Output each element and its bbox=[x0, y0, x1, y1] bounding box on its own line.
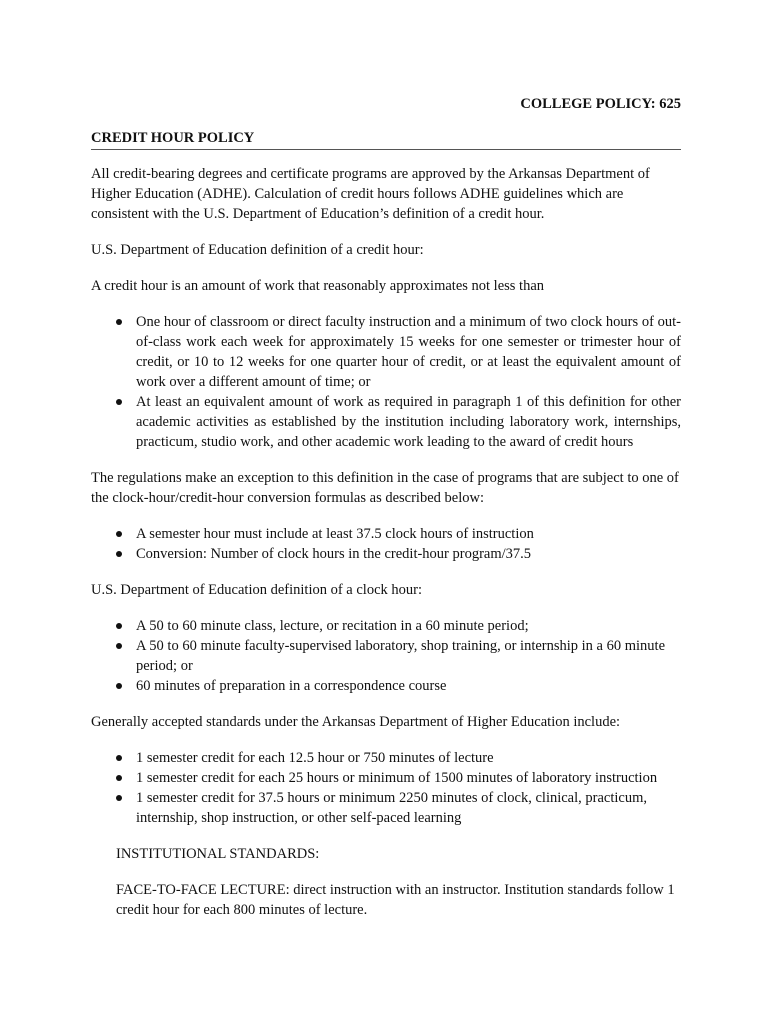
list-item: One hour of classroom or direct faculty instruction and a minimum of two clock hours of out-of-class work each week for approximately 15 weeks for one semester or trimester hour of credit, or 10 to 12 weeks for one quarter hour of credit, or at least the equivalent amount of work over a different amount of time; or bbox=[136, 314, 681, 390]
list-item: 60 minutes of preparation in a correspondence course bbox=[136, 678, 447, 694]
regulations-paragraph: The regulations make an exception to this definition in the case of programs that are subject to one of the clock-hour/credit-hour conversion formulas as described below: bbox=[91, 470, 679, 506]
list-item: A 50 to 60 minute faculty-supervised laboratory, shop training, or internship in a 60 minute period; or bbox=[136, 638, 666, 674]
document-body bbox=[91, 164, 681, 936]
list-item: A 50 to 60 minute class, lecture, or recitation in a 60 minute period; bbox=[136, 618, 529, 634]
policy-number: COLLEGE POLICY: 625 bbox=[520, 96, 681, 112]
credit-hour-list bbox=[91, 312, 681, 452]
credit-hour-heading: U.S. Department of Education definition of a credit hour: bbox=[91, 242, 424, 258]
title-block bbox=[91, 128, 681, 150]
list-item: 1 semester credit for each 12.5 hour or 750 minutes of lecture bbox=[136, 750, 494, 766]
institutional-standards-heading: INSTITUTIONAL STANDARDS: bbox=[116, 846, 320, 862]
regulation-list bbox=[91, 524, 681, 564]
clock-hour-list bbox=[91, 616, 681, 696]
list-item: 1 semester credit for 37.5 hours or minimum 2250 minutes of clock, clinical, practicum, internship, shop instruction, or other self-paced learning bbox=[136, 790, 647, 826]
list-item: A semester hour must include at least 37.5 clock hours of instruction bbox=[136, 526, 534, 542]
clock-hour-heading: U.S. Department of Education definition of a clock hour: bbox=[91, 582, 422, 598]
intro-paragraph: All credit-bearing degrees and certificate programs are approved by the Arkansas Department of Higher Education (ADHE). Calculation of credit hours follows ADHE guidelines which are consistent with the U.S. Department of Education’s definition of a credit hour. bbox=[91, 166, 650, 222]
credit-hour-lead: A credit hour is an amount of work that reasonably approximates not less than bbox=[91, 278, 545, 294]
list-item: At least an equivalent amount of work as required in paragraph 1 of this definition for other academic activities as established by the institution including laboratory work, internships, practicum, studio work, and other academic work leading to the award of credit hours bbox=[136, 394, 681, 450]
policy-title: CREDIT HOUR POLICY bbox=[91, 130, 255, 146]
list-item: 1 semester credit for each 25 hours or minimum of 1500 minutes of laboratory instruction bbox=[136, 770, 658, 786]
list-item: Conversion: Number of clock hours in the credit-hour program/37.5 bbox=[136, 546, 532, 562]
standards-heading: Generally accepted standards under the Arkansas Department of Higher Education include: bbox=[91, 714, 621, 730]
face-to-face-paragraph: FACE-TO-FACE LECTURE: direct instruction with an instructor. Institution standards follow 1 credit hour for each 800 minutes of lecture. bbox=[116, 882, 675, 918]
standards-list bbox=[91, 748, 681, 828]
